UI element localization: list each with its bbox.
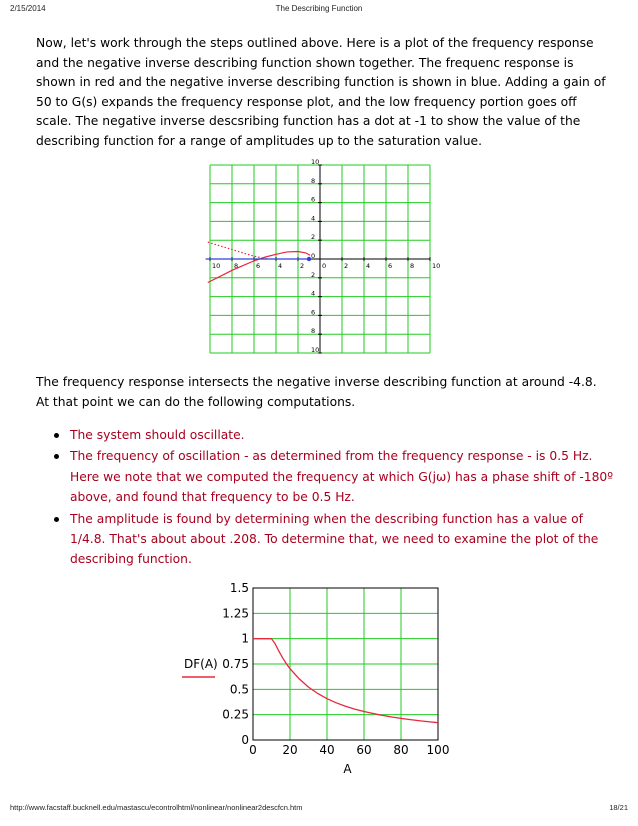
- x-tick-label: 10: [432, 262, 441, 270]
- x-tick-label: 40: [319, 743, 335, 757]
- computation-list: [54, 425, 614, 571]
- x-tick-label: 2: [300, 262, 305, 270]
- y-tick-label: 6: [311, 195, 316, 204]
- x-tick-label: 6: [388, 262, 393, 270]
- x-tick-label: 0: [322, 262, 327, 270]
- x-tick-label: 80: [393, 743, 409, 757]
- x-tick-label: 8: [234, 262, 239, 270]
- header-date: 2/15/2014: [10, 4, 46, 13]
- bullet-dot-icon: [54, 517, 59, 522]
- intersection-paragraph: The frequency response intersects the negative inverse describing function at around -4.8. At that point we can do the following computations.: [36, 375, 597, 409]
- y-tick-label: 10: [311, 346, 320, 354]
- y-tick-label: 0.25: [222, 707, 249, 722]
- y-tick-label: 4: [311, 214, 316, 223]
- intro-paragraph: Now, let's work through the steps outlined above. Here is a plot of the frequency response and the negative inverse describing function shown together. The frequenc response is shown in red and the negative inverse describing function is shown in blue. Adding a gain of 50 to G(s) expands the frequency response plot, and the low frequency portion goes off scale. The negative inverse descsribing function has a dot at -1 to show the value of the describing function for a range of amplitudes up to the saturation value.: [36, 36, 606, 148]
- y-tick-label: 1: [241, 631, 249, 646]
- y-tick-label: 1.25: [222, 606, 249, 621]
- y-tick-label: 0.5: [229, 682, 249, 697]
- y-tick-label: 1.5: [229, 581, 249, 595]
- describing-function-plot: [170, 578, 470, 784]
- y-tick-label: 8: [311, 327, 316, 336]
- x-tick-label: 2: [344, 262, 349, 270]
- frequency-response-plot: [204, 158, 441, 356]
- y-tick-label: 6: [311, 308, 316, 317]
- x-tick-label: 100: [426, 743, 450, 757]
- y-tick-label: 8: [311, 176, 316, 185]
- x-tick-label: 20: [282, 743, 298, 757]
- x-tick-label: 10: [212, 262, 221, 270]
- x-tick-label: 8: [410, 262, 415, 270]
- x-axis-label: A: [343, 762, 352, 776]
- list-item: [54, 509, 614, 570]
- y-tick-label: 0.75: [222, 657, 249, 671]
- x-tick-label: 4: [278, 262, 283, 270]
- y-tick-label: 2: [311, 270, 316, 279]
- x-tick-label: 6: [256, 262, 261, 270]
- y-tick-label: 10: [311, 158, 320, 166]
- header-title: The Describing Function: [275, 4, 363, 13]
- y-tick-label: 2: [311, 233, 316, 242]
- series-line: [253, 639, 438, 723]
- y-tick-label: 0: [311, 252, 316, 260]
- list-item-text: The amplitude is found by determining when the describing function has a value of 1/4.8. That's about about .208. To determine that, we need to examine the plot of the describing function.: [70, 511, 599, 567]
- list-item-text: The system should oscillate.: [70, 428, 245, 442]
- data-point: [307, 257, 311, 261]
- series-line-1: [208, 242, 267, 259]
- list-item: [54, 446, 614, 507]
- y-tick-label: 0: [241, 733, 249, 747]
- list-item: [54, 425, 614, 445]
- footer-url: http://www.facstaff.bucknell.edu/mastascu/econtrolhtml/nonlinear/nonlinear2descfcn.htm: [10, 803, 303, 812]
- bullet-dot-icon: [54, 433, 59, 438]
- list-item-text: The frequency of oscillation - as determined from the frequency response - is 0.5 Hz. Here we note that we computed the frequency at which G(jω) has a phase shift of -180º above, and found that frequency to be 0.5 Hz.: [70, 449, 614, 505]
- x-tick-label: 0: [249, 743, 257, 757]
- bullet-dot-icon: [54, 454, 59, 459]
- x-tick-label: 60: [356, 743, 372, 757]
- y-axis-label: DF(A): [184, 657, 218, 671]
- y-tick-label: 4: [311, 289, 316, 298]
- x-tick-label: 4: [366, 262, 371, 270]
- footer-page-number: 18/21: [609, 803, 628, 812]
